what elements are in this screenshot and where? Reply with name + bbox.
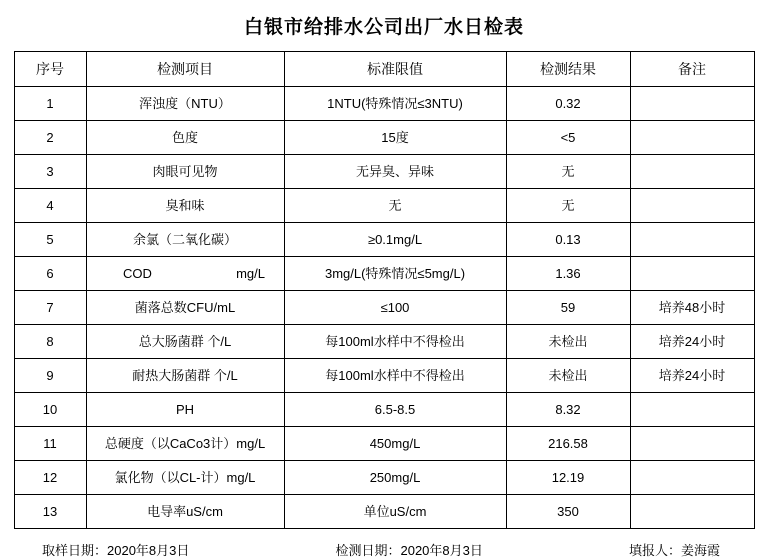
cell-no: 4 <box>14 189 86 223</box>
cell-standard: 单位uS/cm <box>284 495 506 529</box>
cell-result: 59 <box>506 291 630 325</box>
cell-note <box>630 495 754 529</box>
table-row <box>14 359 754 393</box>
cell-note: 培养24小时 <box>630 359 754 393</box>
cell-result: 无 <box>506 189 630 223</box>
cell-note <box>630 393 754 427</box>
cell-standard: 3mg/L(特殊情况≤5mg/L) <box>284 257 506 291</box>
cell-item: 浑浊度（NTU） <box>86 87 284 121</box>
testing-date: 检测日期：2020年8月3日 <box>335 543 483 558</box>
cell-no: 5 <box>14 223 86 257</box>
column-header-item: 检测项目 <box>86 52 284 87</box>
table-header <box>14 52 754 87</box>
table-row <box>14 223 754 257</box>
cell-note <box>630 87 754 121</box>
cell-item: 耐热大肠菌群 个/L <box>86 359 284 393</box>
cell-no: 8 <box>14 325 86 359</box>
cell-note <box>630 189 754 223</box>
column-header-result: 检测结果 <box>506 52 630 87</box>
cell-item-cod-wrapper <box>105 257 265 290</box>
table-body <box>14 87 754 529</box>
table-row <box>14 155 754 189</box>
cell-no: 7 <box>14 291 86 325</box>
table-row <box>14 495 754 529</box>
cell-item: 余氯（二氧化碳） <box>86 223 284 257</box>
cell-note <box>630 223 754 257</box>
cell-item-label: COD <box>123 266 152 281</box>
cell-no: 3 <box>14 155 86 189</box>
cell-result: 无 <box>506 155 630 189</box>
cell-note <box>630 427 754 461</box>
table-row <box>14 461 754 495</box>
table-row <box>14 325 754 359</box>
cell-item: 臭和味 <box>86 189 284 223</box>
cell-item-unit: mg/L <box>236 266 265 281</box>
cell-result: 0.32 <box>506 87 630 121</box>
cell-standard: 450mg/L <box>284 427 506 461</box>
cell-note: 培养24小时 <box>630 325 754 359</box>
cell-no: 12 <box>14 461 86 495</box>
cell-result: 12.19 <box>506 461 630 495</box>
cell-item: 氯化物（以CL-计）mg/L <box>86 461 284 495</box>
cell-item: 总硬度（以CaCo3计）mg/L <box>86 427 284 461</box>
cell-standard: 15度 <box>284 121 506 155</box>
cell-item: 电导率uS/cm <box>86 495 284 529</box>
cell-standard: 6.5-8.5 <box>284 393 506 427</box>
table-row <box>14 393 754 427</box>
water-quality-table <box>14 51 755 529</box>
cell-standard: ≥0.1mg/L <box>284 223 506 257</box>
column-header-no: 序号 <box>14 52 86 87</box>
cell-standard: 每100ml水样中不得检出 <box>284 325 506 359</box>
table-row <box>14 87 754 121</box>
cell-result: 未检出 <box>506 325 630 359</box>
cell-standard: 每100ml水样中不得检出 <box>284 359 506 393</box>
cell-note <box>630 257 754 291</box>
cell-standard: 250mg/L <box>284 461 506 495</box>
table-row <box>14 257 754 291</box>
reporter-name: 填报人：姜海霞 <box>628 543 720 558</box>
cell-result: 8.32 <box>506 393 630 427</box>
cell-no: 9 <box>14 359 86 393</box>
cell-result: 0.13 <box>506 223 630 257</box>
cell-no: 2 <box>14 121 86 155</box>
cell-item: 总大肠菌群 个/L <box>86 325 284 359</box>
cell-result: <5 <box>506 121 630 155</box>
table-header-row <box>14 52 754 87</box>
cell-note <box>630 461 754 495</box>
cell-no: 11 <box>14 427 86 461</box>
cell-no: 1 <box>14 87 86 121</box>
cell-note <box>630 121 754 155</box>
cell-standard: 无异臭、异味 <box>284 155 506 189</box>
cell-item: 菌落总数CFU/mL <box>86 291 284 325</box>
cell-no: 13 <box>14 495 86 529</box>
cell-item: 色度 <box>86 121 284 155</box>
table-row <box>14 121 754 155</box>
table-row <box>14 189 754 223</box>
cell-item: PH <box>86 393 284 427</box>
cell-no: 10 <box>14 393 86 427</box>
cell-note: 培养48小时 <box>630 291 754 325</box>
cell-standard: 1NTU(特殊情况≤3NTU) <box>284 87 506 121</box>
cell-result: 350 <box>506 495 630 529</box>
cell-item: 肉眼可见物 <box>86 155 284 189</box>
cell-standard: ≤100 <box>284 291 506 325</box>
cell-standard: 无 <box>284 189 506 223</box>
page-title: 白银市给排水公司出厂水日检表 <box>243 17 524 38</box>
cell-result: 1.36 <box>506 257 630 291</box>
cell-note <box>630 155 754 189</box>
cell-item <box>86 257 284 291</box>
table-row <box>14 427 754 461</box>
column-header-standard: 标准限值 <box>284 52 506 87</box>
sampling-date: 取样日期：2020年8月3日 <box>42 543 190 558</box>
cell-no: 6 <box>14 257 86 291</box>
table-row <box>14 291 754 325</box>
column-header-note: 备注 <box>630 52 754 87</box>
cell-result: 216.58 <box>506 427 630 461</box>
cell-result: 未检出 <box>506 359 630 393</box>
